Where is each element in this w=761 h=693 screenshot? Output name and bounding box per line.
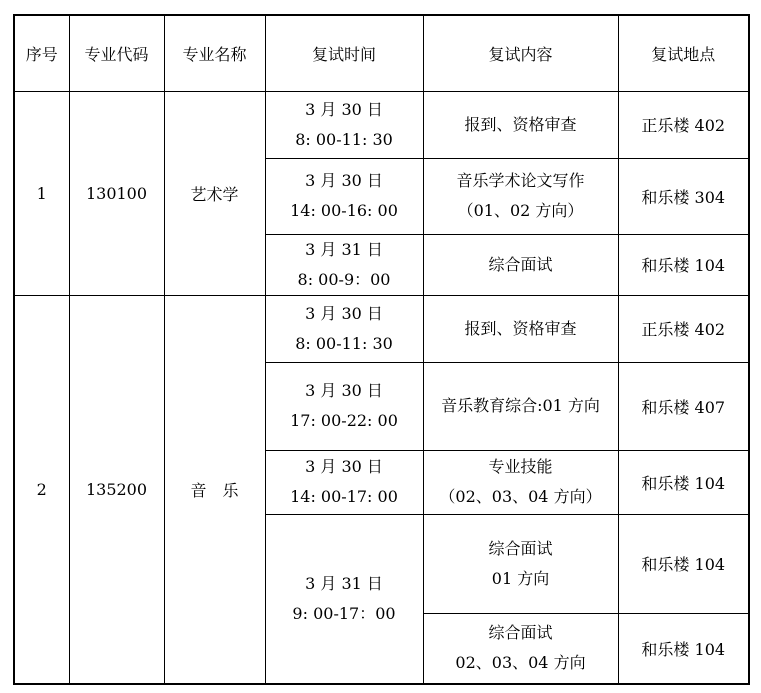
content-cell — [423, 91, 618, 158]
date-line: 3 月 31 日 — [305, 239, 383, 259]
time-cell — [265, 234, 423, 295]
header-cell-time: 复试时间 — [265, 15, 423, 91]
time-cell — [265, 91, 423, 158]
date-line: 3 月 30 日 — [305, 381, 383, 400]
content-line: 综合面试 — [488, 254, 553, 274]
seq-cell: 1 — [14, 91, 69, 295]
location-cell: 和乐楼 104 — [618, 514, 749, 613]
time-line: 17: 00-22: 00 — [290, 411, 398, 430]
date-line: 3 月 30 日 — [305, 99, 383, 119]
major-name-cell: 艺术学 — [164, 91, 265, 295]
content-line: 综合面试 — [488, 623, 553, 643]
location-cell: 和乐楼 104 — [618, 613, 749, 684]
time-line: 8: 00-9：00 — [297, 269, 391, 289]
date-line: 3 月 30 日 — [305, 303, 383, 323]
content-line: 02、03、04 方向 — [455, 653, 586, 673]
content-line: （01、02 方向） — [457, 201, 584, 220]
content-cell — [423, 295, 618, 362]
location-cell: 正乐楼 402 — [618, 295, 749, 362]
time-line: 8: 00-11: 30 — [295, 333, 393, 353]
time-line: 14: 00-17: 00 — [290, 487, 398, 506]
seq-cell: 2 — [14, 295, 69, 684]
time-cell — [265, 514, 423, 684]
location-cell: 和乐楼 104 — [618, 234, 749, 295]
time-line: 9: 00-17：00 — [292, 603, 396, 623]
date-line: 3 月 30 日 — [305, 171, 383, 190]
content-cell — [423, 362, 618, 450]
time-cell — [265, 158, 423, 234]
content-cell — [423, 450, 618, 514]
date-line: 3 月 30 日 — [305, 457, 383, 476]
reexam-schedule-table — [13, 14, 750, 685]
location-cell: 和乐楼 407 — [618, 362, 749, 450]
content-line: 01 方向 — [491, 568, 550, 588]
content-line: 音乐教育综合:01 方向 — [441, 396, 600, 415]
location-cell: 正乐楼 402 — [618, 91, 749, 158]
content-cell — [423, 514, 618, 613]
date-line: 3 月 31 日 — [305, 573, 383, 593]
time-line: 14: 00-16: 00 — [290, 201, 398, 220]
content-line: 综合面试 — [488, 538, 553, 558]
content-cell — [423, 234, 618, 295]
table-row — [14, 295, 749, 362]
location-cell: 和乐楼 104 — [618, 450, 749, 514]
content-line: 报到、资格审查 — [464, 318, 577, 338]
time-cell — [265, 295, 423, 362]
content-line: 音乐学术论文写作 — [456, 171, 585, 190]
major-name-cell: 音 乐 — [164, 295, 265, 684]
header-cell-code: 专业代码 — [69, 15, 164, 91]
content-cell — [423, 158, 618, 234]
location-cell: 和乐楼 304 — [618, 158, 749, 234]
header-cell-seq: 序号 — [14, 15, 69, 91]
header-cell-major: 专业名称 — [164, 15, 265, 91]
time-cell — [265, 362, 423, 450]
time-cell — [265, 450, 423, 514]
content-cell — [423, 613, 618, 684]
content-line: （02、03、04 方向） — [439, 487, 602, 506]
major-code-cell: 135200 — [69, 295, 164, 684]
time-line: 8: 00-11: 30 — [295, 129, 393, 149]
header-row — [14, 15, 749, 91]
content-line: 专业技能 — [488, 457, 553, 476]
major-code-cell: 130100 — [69, 91, 164, 295]
table-row — [14, 91, 749, 158]
header-cell-location: 复试地点 — [618, 15, 749, 91]
content-line: 报到、资格审查 — [464, 114, 577, 134]
header-cell-content: 复试内容 — [423, 15, 618, 91]
